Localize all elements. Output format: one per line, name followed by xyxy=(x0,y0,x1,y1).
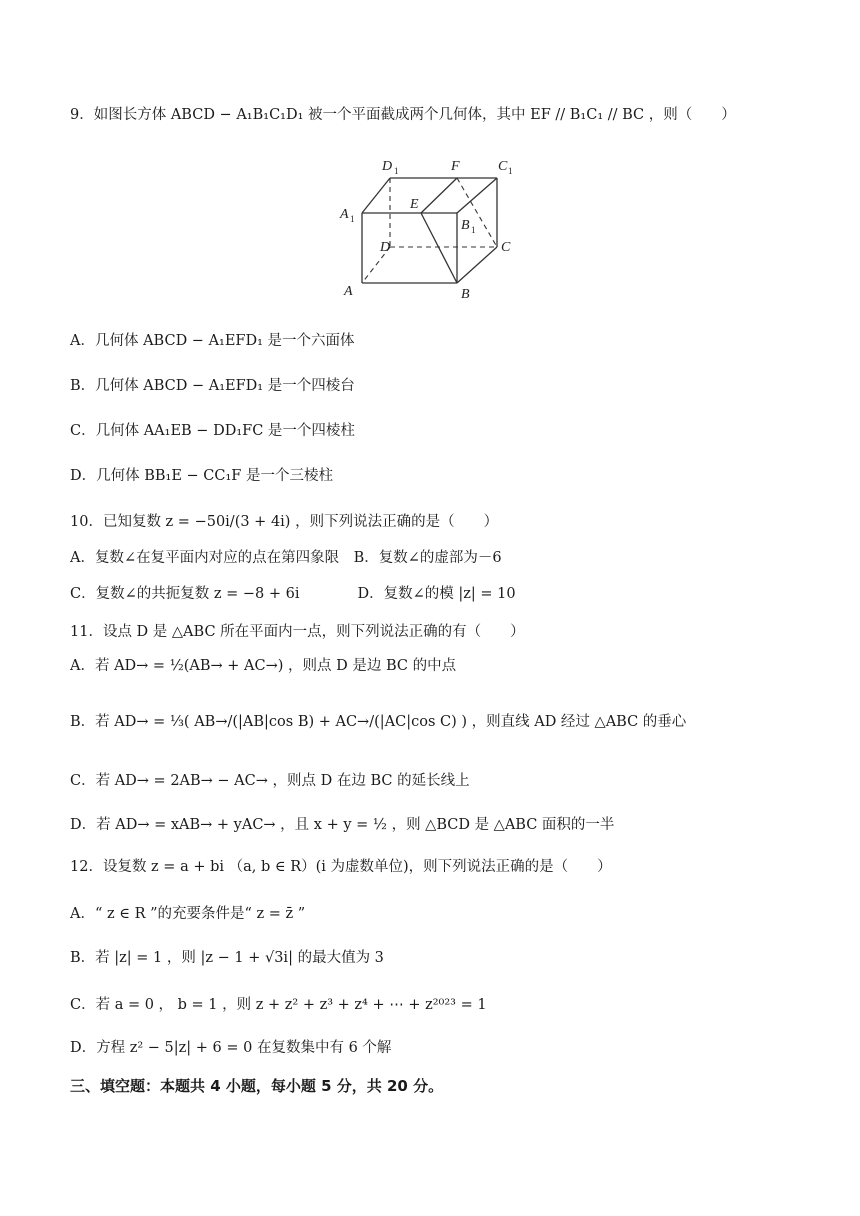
question-11-option-a: A．若 AD→ = ½(AB→ + AC→) ，则点 D 是边 BC 的中点 xyxy=(70,658,457,674)
question-9-option-b: B．几何体 ABCD − A₁EFD₁ 是一个四棱台 xyxy=(70,378,355,394)
edge-a1-d1 xyxy=(362,178,390,213)
label-a1-sub: 1 xyxy=(350,214,355,224)
question-11-option-c: C．若 AD→ = 2AB→ − AC→ ，则点 D 在边 BC 的延长线上 xyxy=(70,773,470,789)
label-b1: B xyxy=(461,218,470,233)
label-a: A xyxy=(344,284,353,299)
question-9-option-c: C．几何体 AA₁EB − DD₁FC 是一个四棱柱 xyxy=(70,423,355,439)
question-9-option-a: A．几何体 ABCD − A₁EFD₁ 是一个六面体 xyxy=(70,333,355,349)
question-10-options-ab: A．复数∠在复平面内对应的点在第四象限 B．复数∠的虚部为－6 xyxy=(70,550,502,566)
edge-e-f xyxy=(421,178,457,213)
edge-b-c xyxy=(457,247,497,283)
label-a1: A xyxy=(340,207,349,222)
cuboid-figure xyxy=(330,150,530,300)
label-f: F xyxy=(451,159,460,174)
label-b1-sub: 1 xyxy=(471,225,476,235)
question-12-option-c: C．若 a = 0 ， b = 1 ，则 z + z² + z³ + z⁴ + ⋯ + z²⁰²³ = 1 xyxy=(70,997,487,1013)
label-e: E xyxy=(410,197,419,212)
edge-b1-c1 xyxy=(457,178,497,213)
label-d: D xyxy=(380,240,391,255)
hidden-edge-f-c xyxy=(457,178,497,247)
question-11-option-d: D．若 AD→ = xAB→ + yAC→ ，且 x + y = ½ ，则 △BCD 是 △ABC 面积的一半 xyxy=(70,817,615,833)
question-9-stem: 9．如图长方体 ABCD − A₁B₁C₁D₁ 被一个平面截成两个几何体，其中 EF // B₁C₁ // BC ，则（ ） xyxy=(70,107,736,123)
question-9-option-d: D．几何体 BB₁E − CC₁F 是一个三棱柱 xyxy=(70,468,333,484)
section-heading-fill-in: 三、填空题：本题共 4 小题，每小题 5 分，共 20 分。 xyxy=(70,1077,444,1095)
question-10-stem: 10．已知复数 z = −50i/(3 + 4i) ，则下列说法正确的是（ ） xyxy=(70,514,499,530)
question-12-stem: 12．设复数 z = a + bi （a, b ∈ R）(i 为虚数单位)，则下列说法正确的是（ ） xyxy=(70,859,612,875)
label-c: C xyxy=(501,240,511,255)
question-11-option-b: B．若 AD→ = ⅓( AB→/(|AB|cos B) + AC→/(|AC|cos C) ) ，则直线 AD 经过 △ABC 的垂心 xyxy=(70,714,687,730)
question-10-options-cd: C．复数∠的共扼复数 z = −8 + 6i D．复数∠的模 |z| = 10 xyxy=(70,586,516,602)
label-d1: D xyxy=(382,159,393,174)
question-11-stem: 11．设点 D 是 △ABC 所在平面内一点，则下列说法正确的有（ ） xyxy=(70,624,525,640)
question-12-option-a: A．“ z ∈ R ”的充要条件是“ z = z̄ ” xyxy=(70,906,306,922)
question-12-option-d: D．方程 z² − 5|z| + 6 = 0 在复数集中有 6 个解 xyxy=(70,1040,392,1056)
label-c1: C xyxy=(498,159,508,174)
label-b: B xyxy=(461,287,470,300)
label-c1-sub: 1 xyxy=(508,166,513,176)
label-d1-sub: 1 xyxy=(394,166,399,176)
edge-e-b xyxy=(421,213,457,283)
question-12-option-b: B．若 |z| = 1 ，则 |z − 1 + √3i| 的最大值为 3 xyxy=(70,950,384,966)
